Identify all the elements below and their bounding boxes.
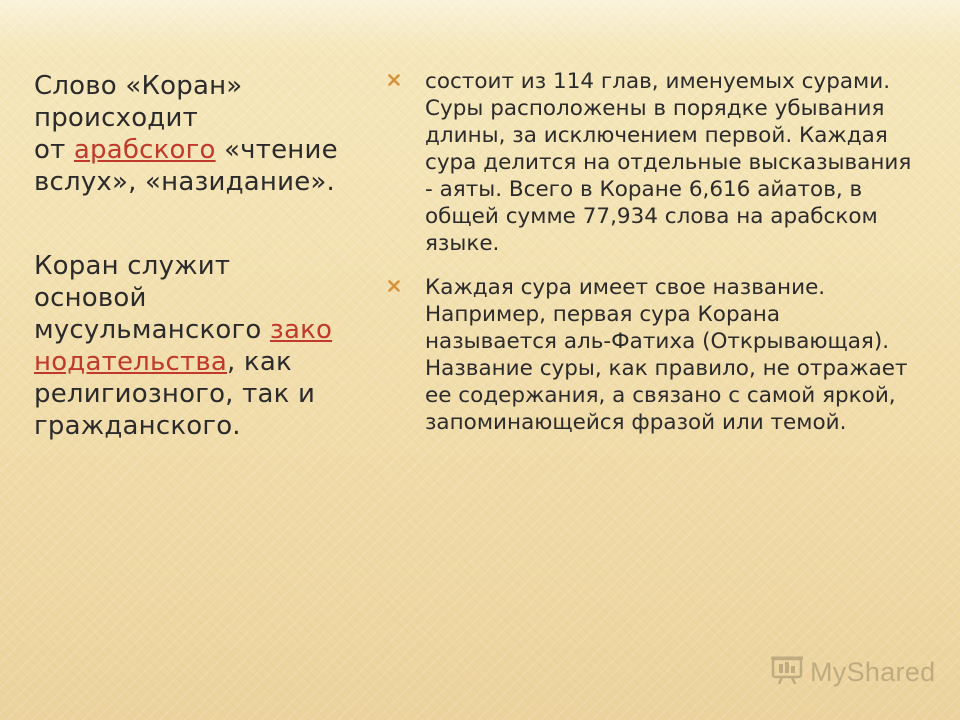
watermark-text: MyShared bbox=[810, 656, 936, 687]
text-line: религиозного, так и bbox=[34, 379, 316, 409]
text-line: Коран служит bbox=[34, 251, 231, 281]
text-line: вслух», «назидание». bbox=[34, 167, 335, 197]
presentation-icon bbox=[770, 654, 804, 690]
left-text-column bbox=[34, 70, 379, 442]
text-line: основой bbox=[34, 283, 147, 313]
link-legislation-part1[interactable]: зако bbox=[269, 315, 333, 345]
x-bullet-icon bbox=[388, 280, 400, 292]
text-line: Слово «Коран» bbox=[34, 71, 243, 101]
list-item bbox=[388, 274, 918, 436]
paragraph-quran-word-origin bbox=[34, 70, 379, 198]
text-line: от bbox=[34, 135, 74, 165]
watermark-logo bbox=[770, 654, 935, 690]
text-line: гражданского. bbox=[34, 411, 241, 441]
bullet-text: Каждая сура имеет свое название. Например, первая сура Корана называется аль-Фатиха (Открывающая). Название суры, как правило, не отражает ее содержания, а связано с самой яркой, запоминающейся фразой или темой. bbox=[425, 275, 908, 435]
paragraph-quran-law-basis bbox=[34, 250, 379, 442]
list-item bbox=[388, 68, 918, 257]
bullet-text: состоит из 114 глав, именуемых сурами. Суры расположены в порядке убывания длины, за исключением первой. Каждая сура делится на отдельные высказывания - аяты. Всего в Коране 6,616 айатов, в общей сумме 77,934 слова на арабском языке. bbox=[425, 69, 912, 256]
text-line: мусульманского bbox=[34, 315, 270, 345]
text-line: происходит bbox=[34, 103, 198, 133]
text-line: , как bbox=[227, 347, 292, 377]
right-bullet-list bbox=[388, 68, 918, 436]
x-bullet-icon bbox=[388, 74, 400, 86]
link-legislation-part2[interactable]: нодательства bbox=[34, 347, 227, 377]
link-arabic[interactable]: арабского bbox=[73, 135, 216, 165]
slide-header-band bbox=[0, 0, 960, 48]
text-line: «чтение bbox=[215, 135, 338, 165]
